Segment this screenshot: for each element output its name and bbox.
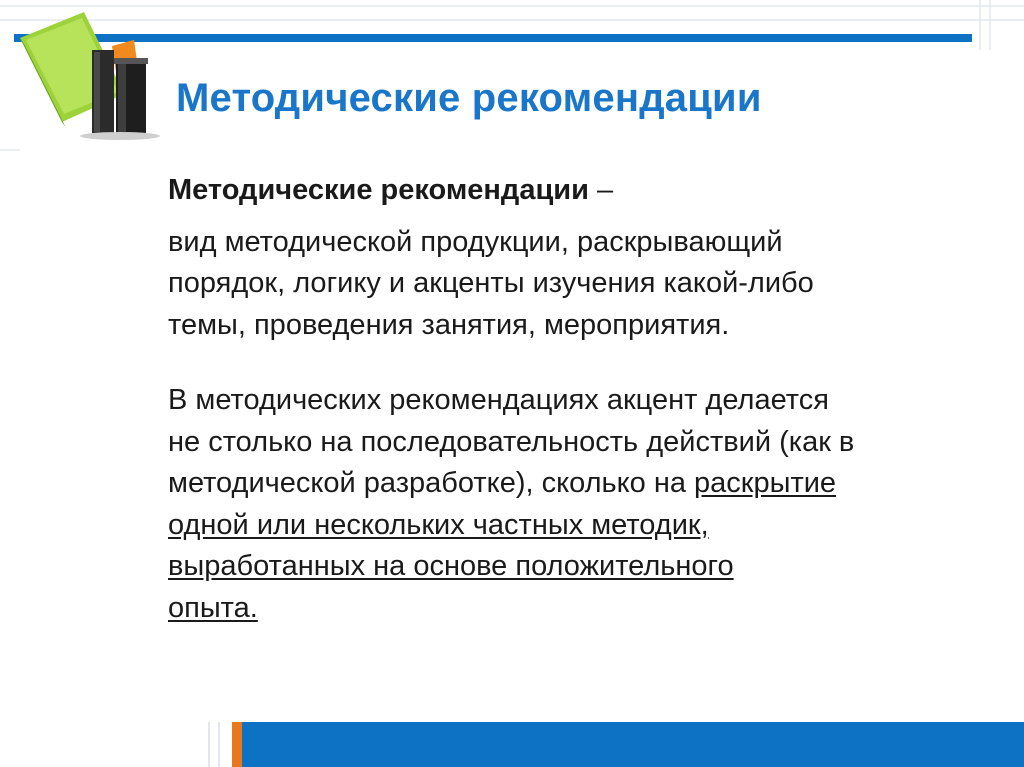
bottom-accent-bar [232, 722, 1024, 767]
bottom-orange-accent [232, 722, 242, 767]
underlined-line: опыта. [168, 591, 258, 624]
definition-line: порядок, логику и акценты изучения какой-либо [168, 267, 814, 299]
paragraph-line: не столько на последовательность действий (как в [168, 425, 855, 458]
term-dash: – [588, 174, 614, 206]
paragraph-line [168, 463, 988, 505]
slide-body [168, 170, 988, 629]
books-icon [12, 10, 172, 145]
underlined-line: выработанных на основе положительного [168, 550, 734, 582]
bottom-decor-lines [205, 722, 225, 767]
slide-title: Методические рекомендации [176, 76, 762, 120]
term: Методические рекомендации [168, 174, 589, 206]
definition-heading [168, 170, 988, 212]
underlined-line: одной или нескольких частных методик, [168, 508, 709, 541]
paragraph-text: методической разработке), сколько на [168, 467, 695, 499]
paragraph-line: В методических рекомендациях акцент делается [168, 384, 829, 416]
definition-line: темы, проведения занятия, мероприятия. [168, 308, 730, 341]
definition-line: вид методической продукции, раскрывающий [168, 225, 783, 258]
underlined-text: раскрытие [694, 467, 837, 499]
